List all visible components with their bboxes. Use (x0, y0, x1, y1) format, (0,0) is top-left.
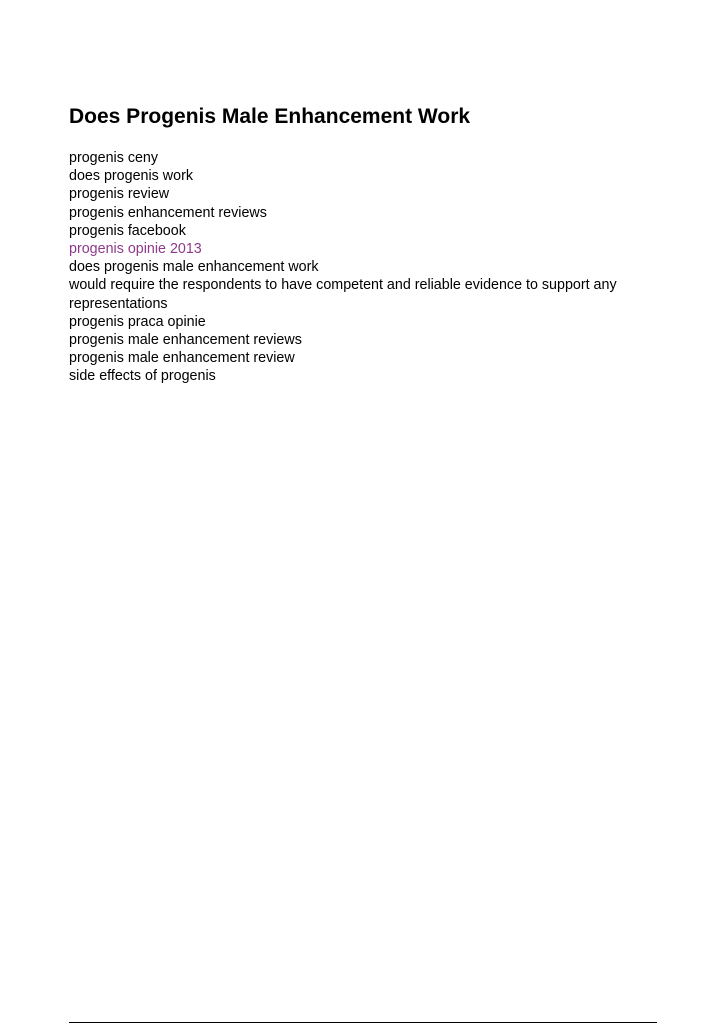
page-title: Does Progenis Male Enhancement Work (69, 105, 471, 128)
footer-divider (69, 1022, 657, 1023)
text-line-list (69, 149, 669, 386)
text-line: progenis male enhancement review (69, 350, 295, 367)
text-line: would require the respondents to have competent and reliable evidence to support any representations (69, 277, 617, 312)
text-line: does progenis male enhancement work (69, 259, 319, 276)
text-line: progenis review (69, 186, 170, 203)
text-line: progenis enhancement reviews (69, 204, 267, 221)
highlighted-text-line: progenis opinie 2013 (69, 241, 202, 258)
text-line: progenis male enhancement reviews (69, 332, 302, 349)
text-line: progenis praca opinie (69, 313, 206, 330)
text-line: side effects of progenis (69, 368, 216, 385)
text-line: progenis facebook (69, 222, 186, 239)
text-line: does progenis work (69, 168, 193, 185)
text-line: progenis ceny (69, 150, 159, 166)
